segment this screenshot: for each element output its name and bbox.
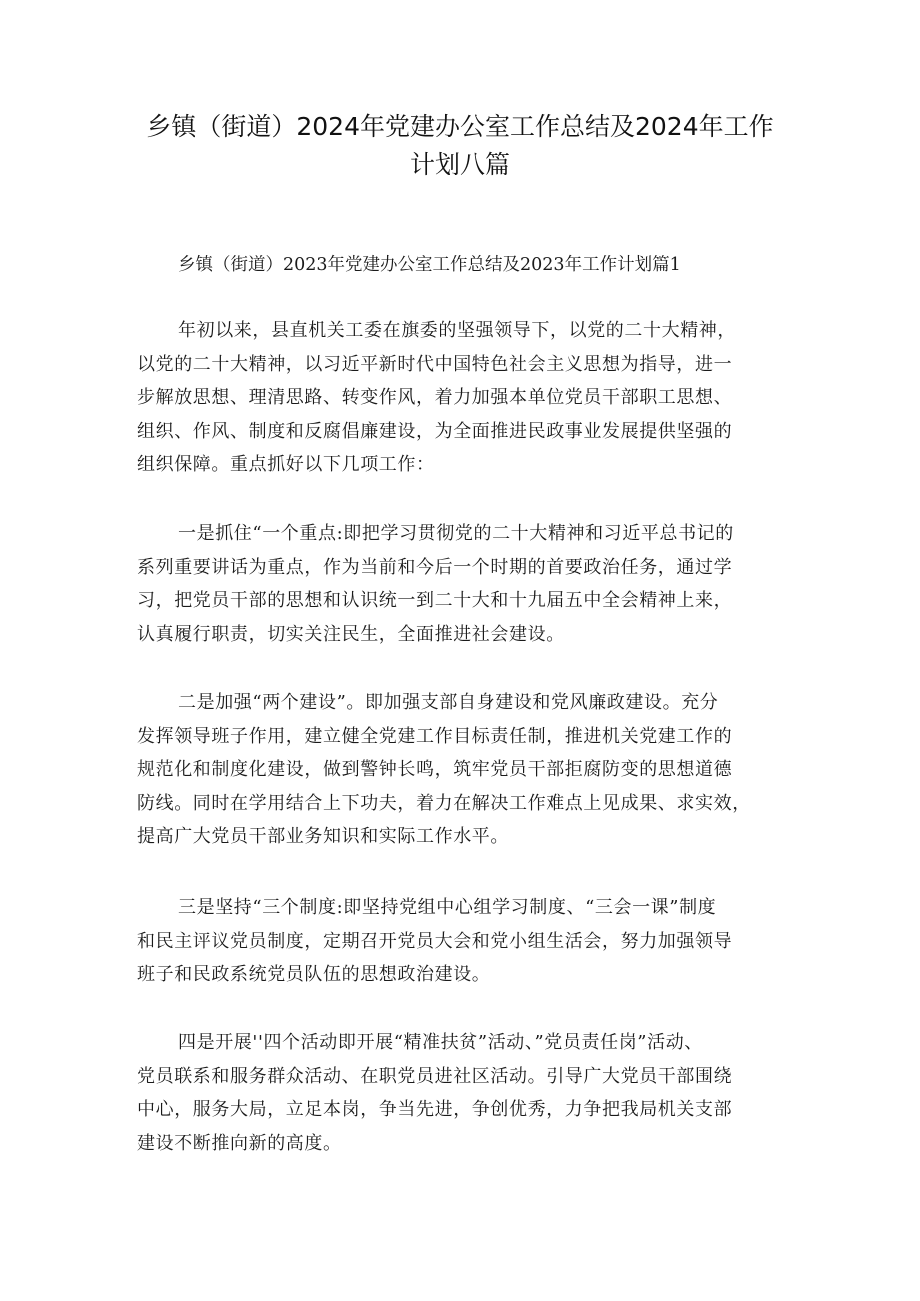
paragraph-line: 步解放思想、理清思路、转变作风，着力加强本单位党员干部职工思想、 — [137, 387, 733, 408]
paragraph-line: 防线。同时在学用结合上下功夫，着力在解决工作难点上见成果、求实效， — [137, 792, 751, 814]
paragraph-line: 一是抓住“一个重点:即把学习贯彻党的二十大精神和习近平总书记的 — [178, 523, 734, 544]
paragraph-line: 发挥领导班子作用，建立健全党建工作目标责任制，推进机关党建工作的 — [137, 725, 733, 747]
paragraph-intro — [137, 314, 797, 482]
section-heading: 乡镇（街道）2023年党建办公室工作总结及2023年工作计划篇1 — [178, 255, 681, 275]
paragraph-point-2 — [137, 686, 797, 854]
paragraph-line: 年初以来，县直机关工委在旗委的坚强领导下，以党的二十大精神， — [178, 320, 736, 341]
title-line-1: 乡镇（街道）2024年党建办公室工作总结及2024年工作 — [146, 112, 774, 141]
document-title — [120, 108, 800, 184]
paragraph-line: 中心，服务大局，立足本岗，争当先进，争创优秀，力争把我局机关支部 — [137, 1099, 733, 1120]
paragraph-line: 和民主评议党员制度，定期召开党员大会和党小组生活会，努力加强领导 — [137, 930, 733, 952]
paragraph-point-1 — [137, 517, 797, 651]
paragraph-point-3 — [137, 891, 797, 992]
paragraph-line: 组织、作风、制度和反腐倡廉建设，为全面推进民政事业发展提供坚强的 — [137, 420, 733, 442]
paragraph-line: 以党的二十大精神，以习近平新时代中国特色社会主义思想为指导，进一 — [137, 353, 733, 375]
paragraph-line: 二是加强“两个建设”。即加强支部自身建设和党风廉政建设。充分 — [178, 692, 719, 713]
paragraph-line: 认真履行职责，切实关注民生，全面推进社会建设。 — [137, 623, 565, 645]
paragraph-line: 组织保障。重点抓好以下几项工作： — [137, 454, 435, 475]
paragraph-line: 系列重要讲话为重点，作为当前和今后一个时期的首要政治任务，通过学 — [137, 556, 733, 578]
paragraph-line: 班子和民政系统党员队伍的思想政治建设。 — [137, 964, 491, 985]
paragraph-line: 三是坚持“三个制度:即坚持党组中心组学习制度、“三会一课”制度 — [178, 897, 717, 918]
title-line-2: 计划八篇 — [409, 150, 510, 179]
paragraph-line: 四是开展''四个活动即开展“精准扶贫”活动、”党员责任岗”活动、 — [178, 1032, 703, 1053]
paragraph-line: 提高广大党员干部业务知识和实际工作水平。 — [137, 826, 509, 847]
paragraph-point-4 — [137, 1026, 797, 1160]
paragraph-line: 党员联系和服务群众活动、在职党员进社区活动。引导广大党员干部围绕 — [137, 1065, 733, 1087]
paragraph-line: 建设不断推向新的高度。 — [137, 1132, 342, 1154]
paragraph-line: 习，把党员干部的思想和认识统一到二十大和十九届五中全会精神上来， — [137, 590, 733, 611]
paragraph-line: 规范化和制度化建设，做到警钟长鸣，筑牢党员干部拒腐防变的思想道德 — [137, 759, 733, 780]
